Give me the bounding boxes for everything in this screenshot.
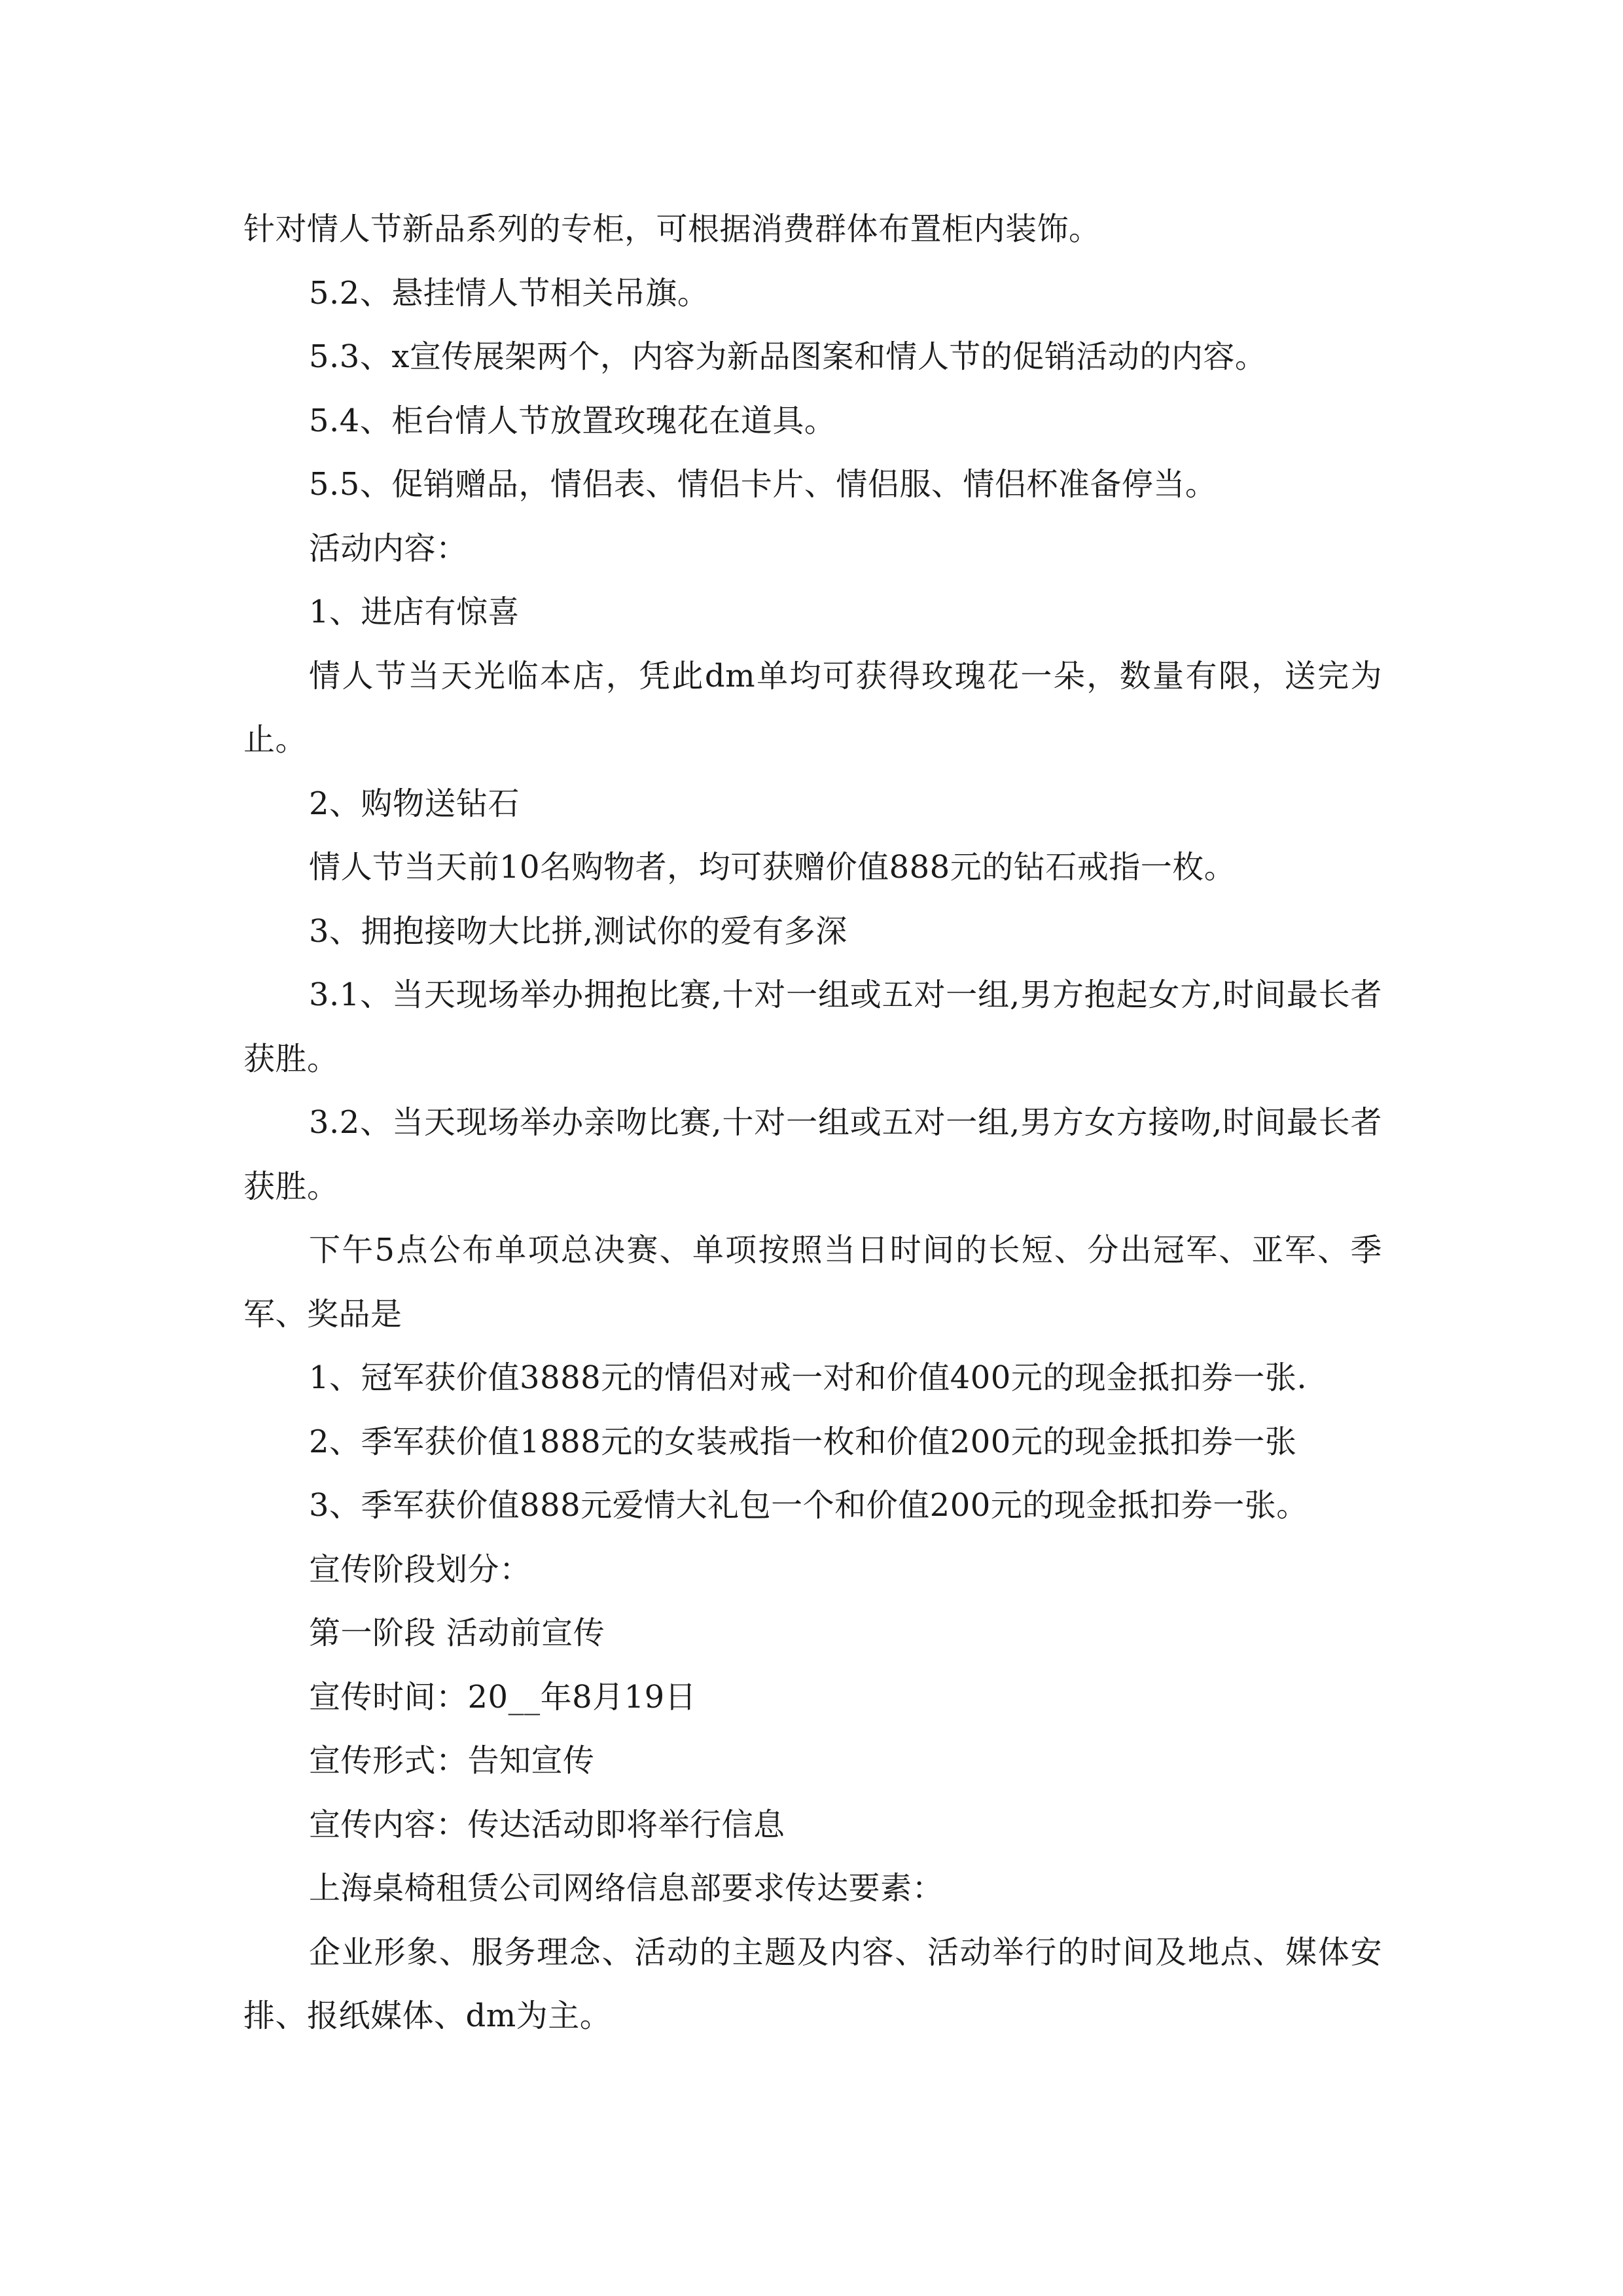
- prize-item: 2、季军获价值1888元的女装戒指一枚和价值200元的现金抵扣券一张: [309, 1423, 1297, 1460]
- paragraph: 5.4、柜台情人节放置玫瑰花在道具。: [309, 402, 836, 439]
- document-body: [243, 198, 1382, 2049]
- paragraph: 下午5点公布单项总决赛、单项按照当日时间的长短、分出冠军、亚军、季军、奖品是: [243, 1232, 1382, 1333]
- paragraph: 3.2、当天现场举办亲吻比赛,十对一组或五对一组,男方女方接吻,时间最长者获胜。: [243, 1104, 1382, 1205]
- paragraph: 宣传时间：20__年8月19日: [309, 1678, 697, 1715]
- section-heading: 活动内容：: [309, 529, 468, 567]
- list-item-heading: 1、进店有惊喜: [309, 594, 520, 630]
- paragraph: 5.2、悬挂情人节相关吊旗。: [309, 274, 709, 312]
- paragraph: 5.5、促销赠品，情侣表、情侣卡片、情侣服、情侣杯准备停当。: [309, 466, 1217, 503]
- section-heading: 宣传阶段划分：: [309, 1551, 531, 1588]
- paragraph: 情人节当天前10名购物者，均可获赠价值888元的钻石戒指一枚。: [309, 849, 1236, 886]
- paragraph: 宣传形式：告知宣传: [309, 1742, 595, 1779]
- list-item-heading: 3、拥抱接吻大比拼,测试你的爱有多深: [309, 912, 847, 950]
- paragraph: 5.3、x宣传展架两个，内容为新品图案和情人节的促销活动的内容。: [309, 338, 1267, 375]
- paragraph: 上海桌椅租赁公司网络信息部要求传达要素：: [309, 1870, 944, 1907]
- prize-item: 1、冠军获价值3888元的情侣对戒一对和价值400元的现金抵扣券一张.: [309, 1359, 1308, 1396]
- prize-item: 3、季军获价值888元爱情大礼包一个和价值200元的现金抵扣券一张。: [309, 1487, 1308, 1524]
- paragraph: 宣传内容：传达活动即将举行信息: [309, 1806, 785, 1843]
- paragraph: 针对情人节新品系列的专柜，可根据消费群体布置柜内装饰。: [243, 211, 1101, 247]
- paragraph: 情人节当天光临本店，凭此dm单均可获得玫瑰花一朵，数量有限，送完为止。: [243, 657, 1382, 758]
- paragraph: 第一阶段 活动前宣传: [309, 1615, 605, 1651]
- paragraph: 3.1、当天现场举办拥抱比赛,十对一组或五对一组,男方抱起女方,时间最长者获胜。: [243, 977, 1382, 1077]
- list-item-heading: 2、购物送钻石: [309, 785, 520, 822]
- paragraph: 企业形象、服务理念、活动的主题及内容、活动举行的时间及地点、媒体安排、报纸媒体、dm为主。: [243, 1933, 1382, 2034]
